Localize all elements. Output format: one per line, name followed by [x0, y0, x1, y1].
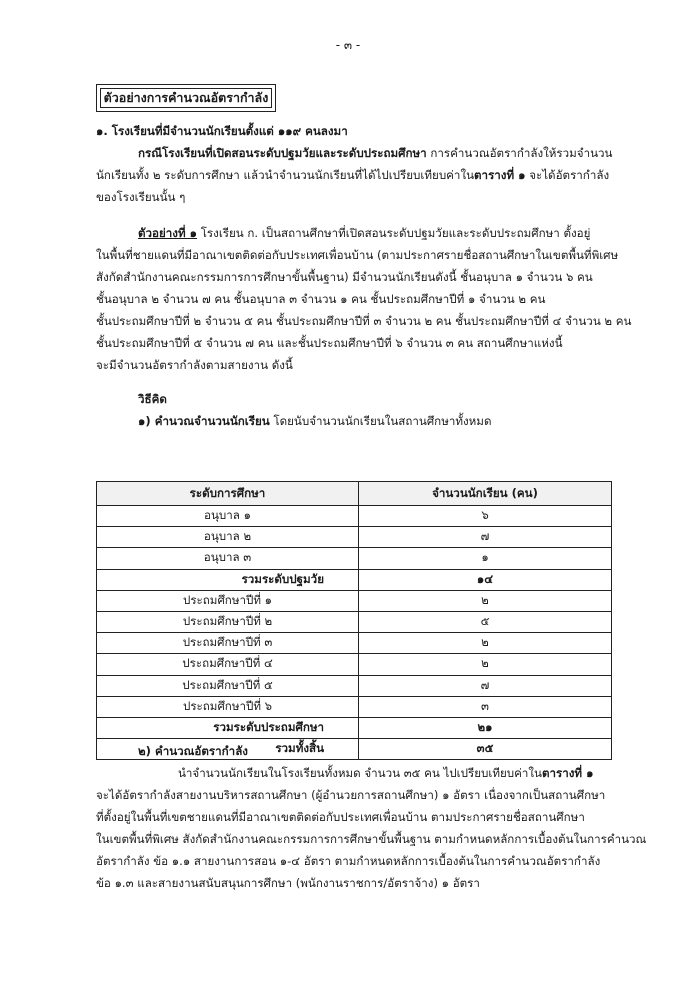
example-line-2: ในพื้นที่ชายแดนที่มีอาณาเขตติดต่อกับประเทศเพื่อนบ้าน (ตามประกาศรายชื่อสถานศึกษาในเขตพื้นที่พิเศษ — [96, 248, 619, 262]
table-row — [97, 717, 612, 738]
case-l2-b: จะได้อัตรากำลัง — [525, 168, 610, 182]
cell-level: ประถมศึกษาปีที่ ๓ — [97, 633, 359, 654]
cell-level: อนุบาล ๒ — [97, 527, 359, 548]
table-row — [97, 506, 612, 527]
case-bold: กรณีโรงเรียนที่เปิดสอนระดับปฐมวัยและระดับประถมศึกษา — [138, 146, 427, 160]
header-count: จำนวนนักเรียน (คน) — [359, 482, 612, 506]
section-title-box — [96, 84, 276, 112]
example-line-7: จะมีจำนวนอัตรากำลังตามสายงาน ดังนี้ — [96, 358, 293, 372]
cell-level: ประถมศึกษาปีที่ ๕ — [97, 675, 359, 696]
page-number: - ๓ - — [335, 38, 361, 52]
step2-line-6: ข้อ ๑.๓ และสายงานสนับสนุนการศึกษา (พนักงานราชการ/อัตราจ้าง) ๑ อัตรา — [96, 876, 480, 890]
step2-line-4: ในเขตพื้นที่พิเศษ สังกัดสำนักงานคณะกรรมการการศึกษาขั้นพื้นฐาน ตามกำหนดหลักการเบื้องต้นในการคำนวณ — [96, 832, 647, 846]
step1-bold: ๑) คำนวณจำนวนนักเรียน — [138, 414, 270, 428]
cell-count: ๒ — [359, 633, 612, 654]
cell-level: ประถมศึกษาปีที่ ๖ — [97, 696, 359, 717]
cell-count: ๖ — [359, 506, 612, 527]
table-row — [97, 633, 612, 654]
example-l1-rest: โรงเรียน ก. เป็นสถานศึกษาที่เปิดสอนระดับปฐมวัยและระดับประถมศึกษา ตั้งอยู่ — [197, 226, 591, 240]
example-label: ตัวอย่างที่ ๑ — [138, 226, 198, 240]
cell-level: รวมระดับปฐมวัย — [97, 569, 359, 590]
method-title: วิธีคิด — [138, 392, 167, 406]
cell-count: ๒ — [359, 590, 612, 611]
cell-count: ๗ — [359, 527, 612, 548]
student-count-table — [96, 481, 612, 760]
cell-count: ๗ — [359, 675, 612, 696]
case-l2-a: นักเรียนทั้ง ๒ ระดับการศึกษา แล้วนำจำนวนนักเรียนที่ได้ไปเปรียบเทียบค่าใน — [96, 168, 475, 182]
cell-count: ๓ — [359, 696, 612, 717]
table-row — [97, 611, 612, 632]
section1-heading: ๑. โรงเรียนที่มีจำนวนนักเรียนตั้งแต่ ๑๑๙ คนลงมา — [96, 124, 348, 138]
cell-level: รวมทั้งสิ้น — [97, 739, 359, 760]
cell-count: ๕ — [359, 611, 612, 632]
cell-level: อนุบาล ๓ — [97, 548, 359, 569]
step2-l1-a: นำจำนวนนักเรียนในโรงเรียนทั้งหมด จำนวน ๓๕ คน ไปเปรียบเทียบค่าใน — [178, 766, 542, 780]
table-row — [97, 590, 612, 611]
header-level: ระดับการศึกษา — [97, 482, 359, 506]
table-header-row — [97, 482, 612, 506]
case-l2-bold: ตารางที่ ๑ — [474, 168, 526, 182]
section-title: ตัวอย่างการคำนวณอัตรากำลัง — [103, 90, 269, 105]
step2-l1-bold: ตารางที่ ๑ — [541, 766, 594, 780]
step2-line-2: จะได้อัตรากำลังสายงานบริหารสถานศึกษา (ผู้อำนวยการสถานศึกษา) ๑ อัตรา เนื่องจากเป็นสถานศึกษา — [96, 788, 606, 802]
case-rest: การคำนวณอัตรากำลังให้รวมจำนวน — [426, 146, 613, 160]
step1-rest: โดยนับจำนวนนักเรียนในสถานศึกษาทั้งหมด — [269, 414, 492, 428]
method-step1 — [138, 410, 491, 432]
table-row — [97, 675, 612, 696]
table-row — [97, 654, 612, 675]
case-line-1 — [138, 142, 612, 164]
cell-count: ๒๑ — [359, 717, 612, 738]
step2-title: ๒) คำนวณอัตรากำลัง — [138, 744, 248, 758]
example-line-6: ชั้นประถมศึกษาปีที่ ๕ จำนวน ๗ คน และชั้นประถมศึกษาปีที่ ๖ จำนวน ๓ คน สถานศึกษาแห่งนี้ — [96, 336, 563, 350]
case-line-3: ของโรงเรียนนั้น ๆ — [96, 190, 186, 204]
cell-level: อนุบาล ๑ — [97, 506, 359, 527]
cell-count: ๑ — [359, 548, 612, 569]
step2-line-5: อัตรากำลัง ข้อ ๑.๑ สายงานการสอน ๑-๔ อัตรา ตามกำหนดหลักการเบื้องต้นในการคำนวณอัตรากำลัง — [96, 854, 601, 868]
example-line-5: ชั้นประถมศึกษาปีที่ ๒ จำนวน ๕ คน ชั้นประถมศึกษาปีที่ ๓ จำนวน ๒ คน ชั้นประถมศึกษาปีที่ ๔ จำนวน ๒ คน — [96, 314, 632, 328]
cell-level: ประถมศึกษาปีที่ ๑ — [97, 590, 359, 611]
table-row — [97, 569, 612, 590]
cell-count: ๒ — [359, 654, 612, 675]
cell-level: รวมระดับประถมศึกษา — [97, 717, 359, 738]
table-row — [97, 548, 612, 569]
cell-level: ประถมศึกษาปีที่ ๔ — [97, 654, 359, 675]
step2-line-1 — [178, 762, 593, 784]
cell-count: ๓๕ — [359, 739, 612, 760]
table-row — [97, 527, 612, 548]
cell-level: ประถมศึกษาปีที่ ๒ — [97, 611, 359, 632]
example-line-4: ชั้นอนุบาล ๒ จำนวน ๗ คน ชั้นอนุบาล ๓ จำนวน ๑ คน ชั้นประถมศึกษาปีที่ ๑ จำนวน ๒ คน — [96, 292, 546, 306]
table-row — [97, 696, 612, 717]
step2-line-3: ที่ตั้งอยู่ในพื้นที่เขตชายแดนที่มีอาณาเขตติดต่อกับประเทศเพื่อนบ้าน ตามประกาศรายชื่อสถานศึกษา — [96, 810, 585, 824]
example-line-3: สังกัดสำนักงานคณะกรรมการการศึกษาขั้นพื้นฐาน) มีจำนวนนักเรียนดังนี้ ชั้นอนุบาล ๑ จำนวน ๖ คน — [96, 270, 593, 284]
cell-count: ๑๔ — [359, 569, 612, 590]
case-line-2 — [96, 164, 609, 186]
example-line-1 — [138, 222, 590, 244]
